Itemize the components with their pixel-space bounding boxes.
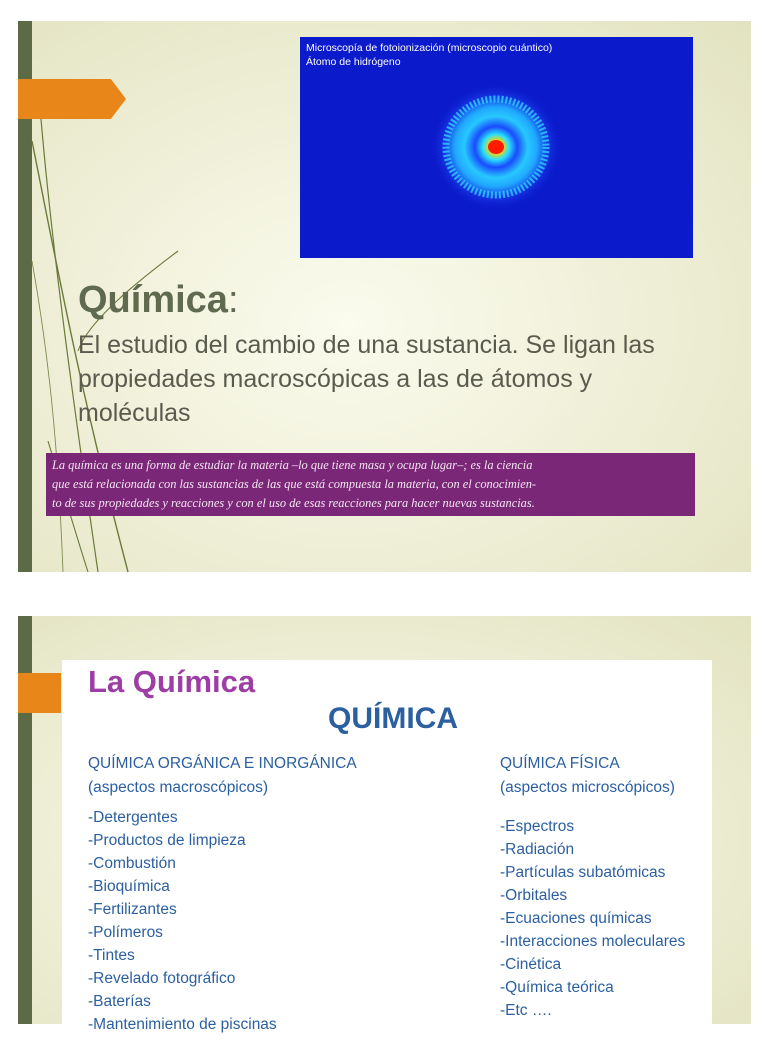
list-item: -Revelado fotográfico bbox=[88, 970, 236, 987]
slide-title: La Química bbox=[88, 664, 256, 699]
quote-text bbox=[52, 456, 689, 513]
definition-text: El estudio del cambio de una sustancia. Se ligan las propiedades macroscópicas a las de átomos y moléculas bbox=[78, 331, 655, 427]
slide-title bbox=[78, 279, 239, 322]
content-card bbox=[62, 660, 712, 1040]
subject-heading: QUÍMICA bbox=[328, 702, 458, 735]
list-item: -Polímeros bbox=[88, 924, 163, 941]
quote-box bbox=[46, 453, 695, 516]
slide-1 bbox=[18, 21, 751, 572]
right-column-heading: QUÍMICA FÍSICA bbox=[500, 755, 620, 772]
list-item: -Cinética bbox=[500, 956, 562, 973]
title-word: Química bbox=[78, 279, 228, 321]
right-column-list bbox=[500, 815, 685, 1022]
orange-tab bbox=[18, 79, 126, 119]
left-column-heading: QUÍMICA ORGÁNICA E INORGÁNICA bbox=[88, 755, 357, 772]
slide-2 bbox=[18, 616, 751, 1033]
list-item: -Etc …. bbox=[500, 1002, 552, 1019]
list-item: -Radiación bbox=[500, 841, 575, 858]
left-column-list bbox=[88, 806, 277, 1036]
left-column-subheading: (aspectos macroscópicos) bbox=[88, 779, 269, 796]
quote-line: La química es una forma de estudiar la materia –lo que tiene masa y ocupa lugar–; es la ciencia bbox=[52, 458, 533, 472]
list-item: -Orbitales bbox=[500, 887, 568, 904]
list-item: -Fertilizantes bbox=[88, 901, 177, 918]
list-item: -Bioquímica bbox=[88, 878, 170, 895]
list-item: -Partículas subatómicas bbox=[500, 864, 666, 881]
right-column-subheading: (aspectos microscópicos) bbox=[500, 779, 675, 796]
list-item: -Espectros bbox=[500, 818, 575, 835]
quote-line: to de sus propiedades y reacciones y con el uso de esas reacciones para hacer nuevas sustancias. bbox=[52, 496, 535, 510]
list-item: -Detergentes bbox=[88, 809, 178, 826]
caption-line-1: Microscopía de fotoionización (microscopio cuántico) bbox=[306, 42, 553, 54]
caption-line-2: Átomo de hidrógeno bbox=[306, 56, 401, 68]
list-item: -Productos de limpieza bbox=[88, 832, 246, 849]
quote-line: que está relacionada con las sustancias de las que está compuesta la materia, con el conocimien- bbox=[52, 477, 537, 491]
list-item: -Interacciones moleculares bbox=[500, 933, 686, 950]
right-column-header bbox=[500, 752, 675, 800]
list-item: -Mantenimiento de piscinas bbox=[88, 1016, 277, 1033]
left-column-header bbox=[88, 752, 357, 800]
hydrogen-atom-image bbox=[300, 37, 693, 258]
list-item: -Ecuaciones químicas bbox=[500, 910, 652, 927]
orange-tab bbox=[18, 673, 61, 713]
list-item: -Tintes bbox=[88, 947, 135, 964]
list-item: -Combustión bbox=[88, 855, 176, 872]
list-item: -Química teórica bbox=[500, 979, 614, 996]
image-caption bbox=[306, 41, 552, 69]
list-item: -Baterías bbox=[88, 993, 151, 1010]
title-colon: : bbox=[227, 279, 239, 321]
